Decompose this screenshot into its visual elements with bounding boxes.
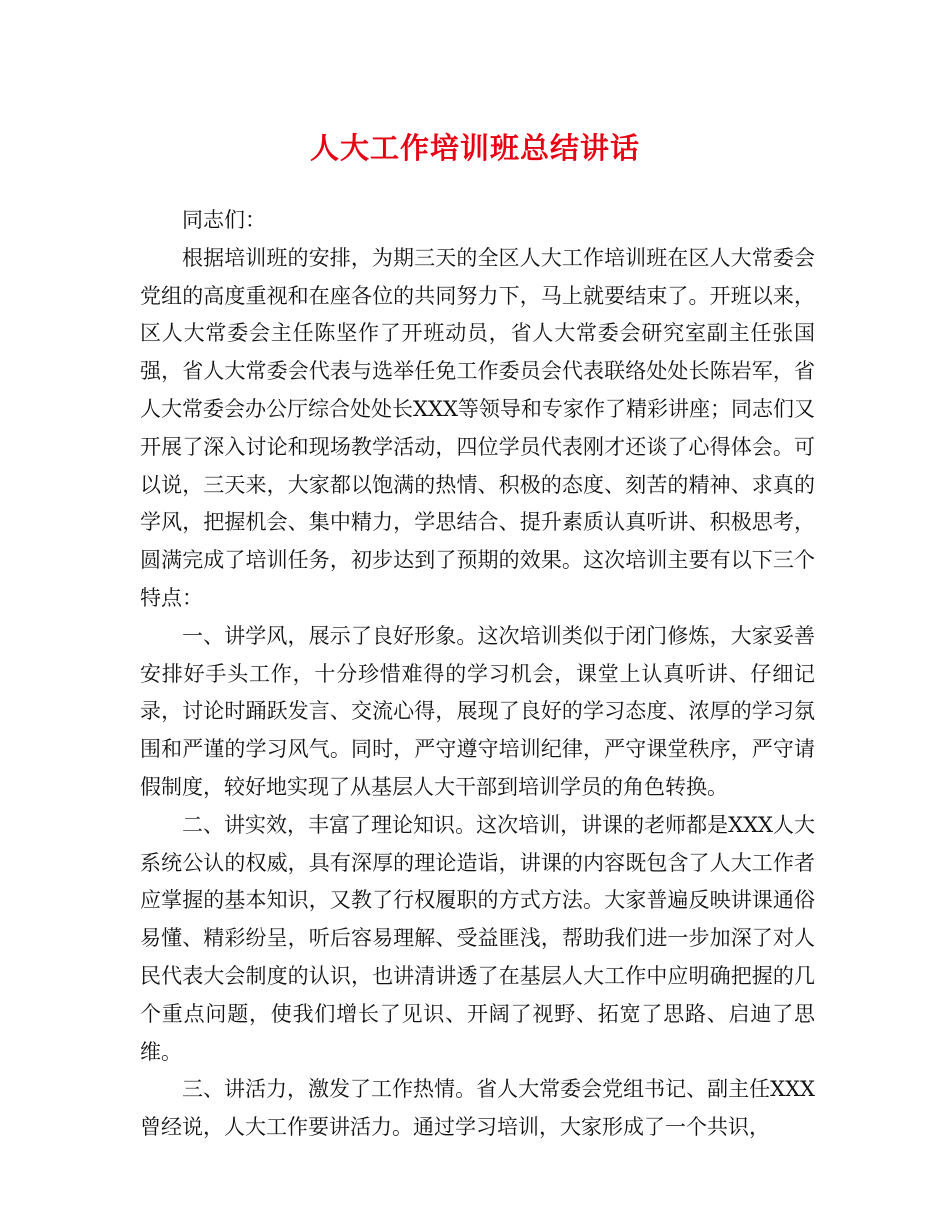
paragraph-point-2: 二、讲实效，丰富了理论知识。这次培训，讲课的老师都是XXX人大系统公认的权威，具有深厚的理论造诣，讲课的内容既包含了人大工作者应掌握的基本知识，又教了行权履职的方式方法。大家普遍反映讲课通俗易懂、精彩纷呈，听后容易理解、受益匪浅，帮助我们进一步加深了对人民代表大会制度的认识，也讲清讲透了在基层人大工作中应明确把握的几个重点问题，使我们增长了见识、开阔了视野、拓宽了思路、启迪了思维。 (140, 812, 815, 1064)
document-title: 人大工作培训班总结讲话 (309, 131, 640, 165)
paragraph-point-1: 一、讲学风，展示了良好形象。这次培训类似于闭门修炼，大家妥善安排好手头工作，十分珍惜难得的学习机会，课堂上认真听讲、仔细记录，讨论时踊跃发言、交流心得，展现了良好的学习态度、浓厚的学习氛围和严谨的学习风气。同时，严守遵守培训纪律，严守课堂秩序，严守请假制度，较好地实现了从基层人大干部到培训学员的角色转换。 (140, 623, 815, 799)
paragraph-intro: 根据培训班的安排，为期三天的全区人大工作培训班在区人大常委会党组的高度重视和在座各位的共同努力下，马上就要结束了。开班以来，区人大常委会主任陈坚作了开班动员，省人大常委会研究室副主任张国强，省人大常委会代表与选举任免工作委员会代表联络处处长陈岩军，省人大常委会办公厅综合处处长XXX等领导和专家作了精彩讲座；同志们又开展了深入讨论和现场教学活动，四位学员代表刚才还谈了心得体会。可以说，三天来，大家都以饱满的热情、积极的态度、刻苦的精神、求真的学风，把握机会、集中精力，学思结合、提升素质认真听讲、积极思考，圆满完成了培训任务，初步达到了预期的效果。这次培训主要有以下三个特点： (140, 245, 815, 610)
document-body (140, 202, 815, 1147)
paragraph-point-3: 三、讲活力，激发了工作热情。省人大常委会党组书记、副主任XXX曾经说，人大工作要讲活力。通过学习培训，大家形成了一个共识， (140, 1077, 815, 1140)
salutation: 同志们： (182, 208, 266, 232)
